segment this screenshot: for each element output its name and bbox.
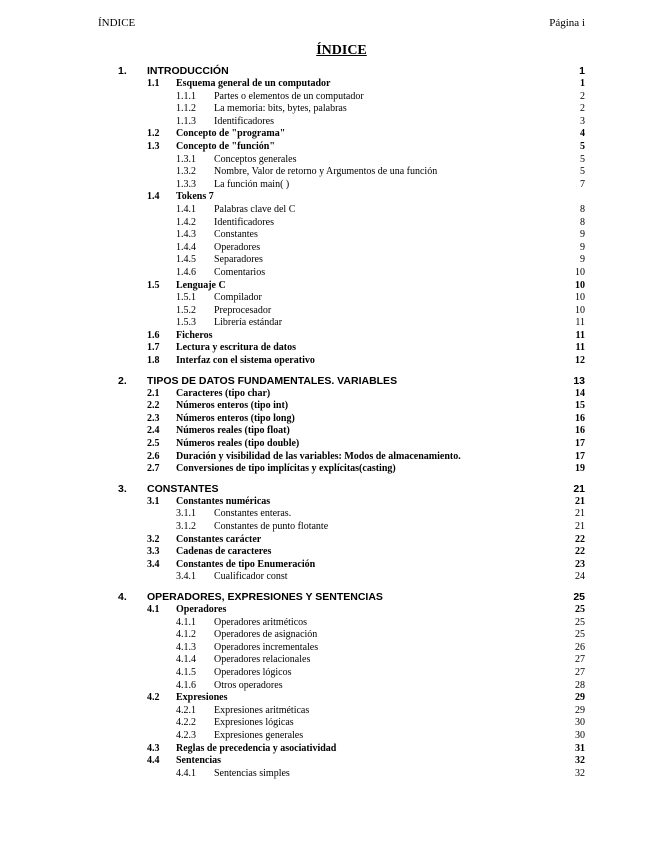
toc-entry-title: Identificadores bbox=[214, 216, 274, 228]
toc-entry[interactable] bbox=[0, 154, 655, 167]
toc-entry-page: 29 bbox=[575, 692, 585, 704]
toc-entry[interactable] bbox=[0, 400, 655, 413]
toc-entry[interactable] bbox=[0, 496, 655, 509]
toc-entry-title: Operadores aritméticos bbox=[214, 616, 308, 628]
toc-entry[interactable] bbox=[0, 413, 655, 426]
running-header-left: ÍNDICE bbox=[98, 17, 136, 29]
toc-entry-number: 1.4 bbox=[147, 191, 160, 203]
toc-entry-title: Constantes carácter bbox=[176, 533, 262, 545]
toc-entry-title: Lenguaje C bbox=[176, 279, 226, 291]
toc-entry-title: Comentarios bbox=[214, 266, 266, 278]
toc-entry-title: Sentencias simples bbox=[214, 767, 290, 779]
toc-entry-number: 1.5.3 bbox=[176, 317, 196, 329]
toc-entry-title: Números reales (tipo float) bbox=[176, 425, 290, 437]
toc-entry-number: 1.3.2 bbox=[176, 166, 196, 178]
toc-entry-page: 25 bbox=[575, 603, 585, 615]
toc-entry-title: Conversiones de tipo implícitas y explícitas(casting) bbox=[176, 463, 396, 475]
toc-entry[interactable] bbox=[0, 438, 655, 451]
toc-entry[interactable] bbox=[0, 204, 655, 217]
toc-entry-number: 1. bbox=[118, 65, 127, 77]
toc-entry-number: 1.8 bbox=[147, 355, 160, 367]
toc-entry-number: 4.2.1 bbox=[176, 704, 196, 716]
toc-entry[interactable] bbox=[0, 179, 655, 192]
toc-entry[interactable] bbox=[0, 654, 655, 667]
toc-entry-number: 3.2 bbox=[147, 533, 160, 545]
toc-entry-title: Constantes de tipo Enumeración bbox=[176, 558, 316, 570]
toc-entry-title: Expresiones bbox=[176, 692, 228, 704]
toc-entry-page: 25 bbox=[573, 590, 585, 603]
toc-entry-page: 16 bbox=[575, 425, 585, 437]
toc-entry[interactable] bbox=[0, 534, 655, 547]
toc-entry-page: 21 bbox=[575, 521, 585, 532]
toc-entry-number: 2.7 bbox=[147, 463, 160, 475]
toc-entry-page: 5 bbox=[580, 153, 585, 165]
toc-entry-page: 9 bbox=[580, 229, 585, 241]
toc-entry[interactable] bbox=[0, 103, 655, 116]
toc-entry[interactable] bbox=[0, 629, 655, 642]
toc-entry-title: Operadores incrementales bbox=[214, 641, 319, 653]
toc-entry-number: 1.1 bbox=[147, 78, 160, 89]
toc-entry[interactable] bbox=[0, 463, 655, 476]
toc-entry-title: Operadores lógicos bbox=[214, 666, 292, 678]
toc-entry-page: 9 bbox=[580, 254, 585, 266]
toc-entry-page: 25 bbox=[575, 629, 585, 641]
toc-entry-title: Otros operadores bbox=[214, 679, 283, 691]
toc-entry-page: 22 bbox=[575, 546, 585, 558]
toc-entry-number: 1.4.2 bbox=[176, 216, 196, 228]
toc-entry-page: 14 bbox=[575, 387, 585, 399]
toc-entry-number: 4.1.6 bbox=[176, 679, 196, 691]
toc-entry[interactable] bbox=[0, 571, 655, 584]
toc-entry[interactable] bbox=[0, 91, 655, 104]
running-header-page: Página i bbox=[549, 17, 585, 29]
toc-entry-title: Constantes de punto flotante bbox=[214, 521, 329, 532]
toc-entry-title: Caracteres (tipo char) bbox=[176, 387, 271, 399]
toc-entry[interactable] bbox=[0, 425, 655, 438]
toc-entry-page: 30 bbox=[575, 729, 585, 741]
toc-entry[interactable] bbox=[0, 116, 655, 129]
toc-entry-title: Números enteros (tipo int) bbox=[176, 400, 289, 412]
toc-entry-page: 30 bbox=[575, 717, 585, 729]
toc-entry[interactable] bbox=[0, 482, 655, 496]
toc-entry-number: 1.5.1 bbox=[176, 292, 196, 304]
toc-entry-number: 1.1.2 bbox=[176, 103, 196, 115]
toc-entry-title: Duración y visibilidad de las variables: Modos de almacenamiento. bbox=[176, 450, 461, 462]
toc-entry[interactable] bbox=[0, 342, 655, 355]
toc-entry-title: La función main( ) bbox=[214, 178, 290, 190]
toc-entry-number: 3.3 bbox=[147, 546, 160, 558]
toc-entry-title: Interfaz con el sistema operativo bbox=[176, 355, 315, 367]
toc-entry-title: Separadores bbox=[214, 254, 263, 266]
toc-entry-page: 21 bbox=[573, 482, 585, 495]
toc-entry[interactable] bbox=[0, 292, 655, 305]
toc-entry-number: 4.1.1 bbox=[176, 616, 196, 628]
toc-entry-title: Operadores bbox=[176, 603, 227, 615]
toc-entry-number: 4.2 bbox=[147, 692, 160, 704]
toc-entry-number: 3.4 bbox=[147, 558, 160, 570]
toc-entry-title: CONSTANTES bbox=[147, 482, 219, 495]
toc-entry[interactable] bbox=[0, 267, 655, 280]
toc-entry[interactable] bbox=[0, 374, 655, 388]
toc-entry[interactable] bbox=[0, 191, 655, 204]
toc-entry-number: 4.1.4 bbox=[176, 654, 196, 666]
toc-entry-title: Expresiones lógicas bbox=[214, 717, 294, 729]
toc-entry-number: 4.2.2 bbox=[176, 717, 196, 729]
toc-entry[interactable] bbox=[0, 317, 655, 330]
toc-entry-page: 17 bbox=[575, 438, 585, 450]
toc-entry-page: 27 bbox=[575, 654, 585, 666]
toc-entry[interactable] bbox=[0, 705, 655, 718]
toc-entry[interactable] bbox=[0, 229, 655, 242]
toc-entry-title: Cualificador const bbox=[214, 571, 288, 583]
toc-entry-page: 27 bbox=[575, 666, 585, 678]
toc-entry-title: Esquema general de un computador bbox=[176, 78, 331, 89]
toc-entry-number: 4.4.1 bbox=[176, 767, 196, 779]
toc-entry-number: 1.3.1 bbox=[176, 153, 196, 165]
toc-entry-number: 2.5 bbox=[147, 438, 160, 450]
toc-entry-title: Sentencias bbox=[176, 755, 221, 767]
toc-entry[interactable] bbox=[0, 508, 655, 521]
toc-entry[interactable] bbox=[0, 680, 655, 693]
toc-entry[interactable] bbox=[0, 743, 655, 756]
toc-entry-title: Constantes enteras. bbox=[214, 508, 292, 520]
toc-entry-title: Preprocesador bbox=[214, 304, 272, 316]
toc-entry-number: 4. bbox=[118, 590, 127, 603]
toc-entry-page: 28 bbox=[575, 679, 585, 691]
toc-entry-number: 4.1 bbox=[147, 603, 160, 615]
toc-entry-title: Compilador bbox=[214, 292, 262, 304]
toc-entry-number: 1.1.3 bbox=[176, 115, 196, 127]
toc-entry-title: Expresiones generales bbox=[214, 729, 304, 741]
toc-entry-page: 2 bbox=[580, 103, 585, 115]
toc-entry-title: INTRODUCCIÓN bbox=[147, 65, 229, 77]
toc-entry-number: 4.1.2 bbox=[176, 629, 196, 641]
toc-entry-title: TIPOS DE DATOS FUNDAMENTALES. VARIABLES bbox=[147, 374, 398, 387]
toc-entry-number: 1.4.5 bbox=[176, 254, 196, 266]
page-title: ÍNDICE bbox=[316, 43, 367, 58]
toc-entry[interactable] bbox=[0, 78, 655, 91]
toc-entry[interactable] bbox=[0, 546, 655, 559]
toc-entry-title: Concepto de "programa" bbox=[176, 128, 286, 140]
toc-entry-page: 10 bbox=[575, 292, 585, 304]
toc-entry-title: Reglas de precedencia y asociatividad bbox=[176, 742, 337, 754]
toc-entry-title: Lectura y escritura de datos bbox=[176, 342, 296, 354]
toc-entry-page: 5 bbox=[580, 166, 585, 178]
toc-entry-page: 26 bbox=[575, 641, 585, 653]
toc-entry-page: 15 bbox=[575, 400, 585, 412]
toc-entry[interactable] bbox=[0, 642, 655, 655]
toc-entry-page: 16 bbox=[575, 412, 585, 424]
toc-entry-title: Tokens 7 bbox=[176, 191, 214, 203]
toc-entry-page: 13 bbox=[573, 374, 585, 387]
toc-entry-number: 2. bbox=[118, 374, 127, 387]
toc-entry-title: Ficheros bbox=[176, 329, 213, 341]
toc-entry-page: 17 bbox=[575, 450, 585, 462]
toc-entry-page: 1 bbox=[579, 65, 585, 77]
toc-entry-title: Nombre, Valor de retorno y Argumentos de una función bbox=[214, 166, 438, 178]
toc-entry-page: 2 bbox=[580, 90, 585, 102]
toc-entry-page: 10 bbox=[575, 279, 585, 291]
toc-entry-title: Operadores relacionales bbox=[214, 654, 311, 666]
toc-entry-page: 3 bbox=[580, 115, 585, 127]
toc-entry-number: 3.1.2 bbox=[176, 521, 196, 532]
toc-entry-page: 12 bbox=[575, 355, 585, 367]
toc-entry-title: Concepto de "función" bbox=[176, 140, 275, 152]
toc-entry-page: 19 bbox=[575, 463, 585, 475]
toc-entry-page: 8 bbox=[580, 216, 585, 228]
toc-entry[interactable] bbox=[0, 128, 655, 141]
toc-entry[interactable] bbox=[0, 280, 655, 293]
toc-entry-title: OPERADORES, EXPRESIONES Y SENTENCIAS bbox=[147, 590, 383, 603]
toc-entry[interactable] bbox=[0, 355, 655, 368]
toc-entry-number: 3. bbox=[118, 482, 127, 495]
toc-entry-page: 31 bbox=[575, 742, 585, 754]
toc-entry-page: 8 bbox=[580, 203, 585, 215]
toc-entry-page: 10 bbox=[575, 304, 585, 316]
toc-entry-number: 1.5 bbox=[147, 279, 160, 291]
toc-entry-number: 1.1.1 bbox=[176, 90, 196, 102]
toc-entry-page: 21 bbox=[575, 508, 585, 520]
toc-entry-number: 2.1 bbox=[147, 387, 160, 399]
toc-entry-page: 24 bbox=[575, 571, 585, 583]
toc-entry[interactable] bbox=[0, 451, 655, 464]
toc-entry[interactable] bbox=[0, 242, 655, 255]
toc-entry-title: Constantes bbox=[214, 229, 258, 241]
toc-entry-number: 1.4.4 bbox=[176, 241, 196, 253]
toc-entry-title: La memoria: bits, bytes, palabras bbox=[214, 103, 347, 115]
toc-entry-title: Operadores de asignación bbox=[214, 629, 318, 641]
toc-entry-title: Números enteros (tipo long) bbox=[176, 412, 295, 424]
toc-entry-number: 1.5.2 bbox=[176, 304, 196, 316]
toc-entry-page: 10 bbox=[575, 266, 585, 278]
toc-entry-title: Palabras clave del C bbox=[214, 203, 296, 215]
toc-entry-number: 2.3 bbox=[147, 412, 160, 424]
toc-entry-title: Librería estándar bbox=[214, 317, 283, 329]
toc-entry-title: Constantes numéricas bbox=[176, 495, 271, 507]
toc-entry-page: 11 bbox=[575, 329, 585, 341]
toc-entry-page: 21 bbox=[575, 495, 585, 507]
toc-entry[interactable] bbox=[0, 64, 655, 78]
table-of-contents bbox=[0, 64, 655, 780]
toc-entry[interactable] bbox=[0, 617, 655, 630]
toc-entry-number: 3.1.1 bbox=[176, 508, 196, 520]
toc-entry-number: 1.7 bbox=[147, 342, 160, 354]
toc-entry-page: 25 bbox=[575, 616, 585, 628]
toc-entry-page: 32 bbox=[575, 755, 585, 767]
toc-entry-number: 4.2.3 bbox=[176, 729, 196, 741]
toc-entry-page: 11 bbox=[575, 317, 585, 329]
toc-entry[interactable] bbox=[0, 330, 655, 343]
toc-entry-title: Partes o elementos de un computador bbox=[214, 90, 364, 102]
toc-entry[interactable] bbox=[0, 667, 655, 680]
toc-entry-page: 5 bbox=[580, 140, 585, 152]
toc-entry-title: Operadores bbox=[214, 241, 261, 253]
toc-entry-number: 1.4.3 bbox=[176, 229, 196, 241]
toc-entry-title: Números reales (tipo double) bbox=[176, 438, 300, 450]
toc-entry[interactable] bbox=[0, 141, 655, 154]
toc-entry-page: 32 bbox=[575, 767, 585, 779]
toc-entry-number: 1.2 bbox=[147, 128, 160, 140]
toc-entry[interactable] bbox=[0, 768, 655, 781]
toc-entry-page: 23 bbox=[575, 558, 585, 570]
toc-entry-number: 1.3.3 bbox=[176, 178, 196, 190]
toc-entry-page: 4 bbox=[580, 128, 585, 140]
toc-entry[interactable] bbox=[0, 217, 655, 230]
toc-entry[interactable] bbox=[0, 305, 655, 318]
toc-entry-number: 1.6 bbox=[147, 329, 160, 341]
toc-entry-page: 7 bbox=[580, 178, 585, 190]
toc-entry-page: 1 bbox=[580, 78, 585, 89]
toc-entry[interactable] bbox=[0, 521, 655, 534]
toc-entry-number: 4.3 bbox=[147, 742, 160, 754]
toc-entry-page: 22 bbox=[575, 533, 585, 545]
toc-entry[interactable] bbox=[0, 692, 655, 705]
toc-entry[interactable] bbox=[0, 730, 655, 743]
toc-entry-page: 9 bbox=[580, 241, 585, 253]
toc-entry-number: 4.4 bbox=[147, 755, 160, 767]
toc-entry-number: 2.6 bbox=[147, 450, 160, 462]
toc-entry[interactable] bbox=[0, 388, 655, 401]
toc-entry[interactable] bbox=[0, 717, 655, 730]
toc-entry-number: 2.2 bbox=[147, 400, 160, 412]
toc-entry-title: Expresiones aritméticas bbox=[214, 704, 310, 716]
toc-entry-number: 4.1.3 bbox=[176, 641, 196, 653]
toc-entry-number: 1.4.6 bbox=[176, 266, 196, 278]
toc-entry-number: 4.1.5 bbox=[176, 666, 196, 678]
toc-entry[interactable] bbox=[0, 590, 655, 604]
toc-entry-title: Conceptos generales bbox=[214, 153, 297, 165]
toc-entry[interactable] bbox=[0, 254, 655, 267]
toc-entry[interactable] bbox=[0, 166, 655, 179]
toc-entry-page: 11 bbox=[575, 342, 585, 354]
toc-entry-page: 29 bbox=[575, 704, 585, 716]
toc-entry-number: 1.3 bbox=[147, 140, 160, 152]
toc-entry[interactable] bbox=[0, 604, 655, 617]
toc-entry-number: 3.4.1 bbox=[176, 571, 196, 583]
toc-entry-title: Identificadores bbox=[214, 115, 274, 127]
toc-entry-number: 1.4.1 bbox=[176, 203, 196, 215]
toc-entry-number: 3.1 bbox=[147, 495, 160, 507]
toc-entry[interactable] bbox=[0, 559, 655, 572]
toc-entry[interactable] bbox=[0, 755, 655, 768]
toc-entry-title: Cadenas de caracteres bbox=[176, 546, 272, 558]
toc-entry-number: 2.4 bbox=[147, 425, 160, 437]
